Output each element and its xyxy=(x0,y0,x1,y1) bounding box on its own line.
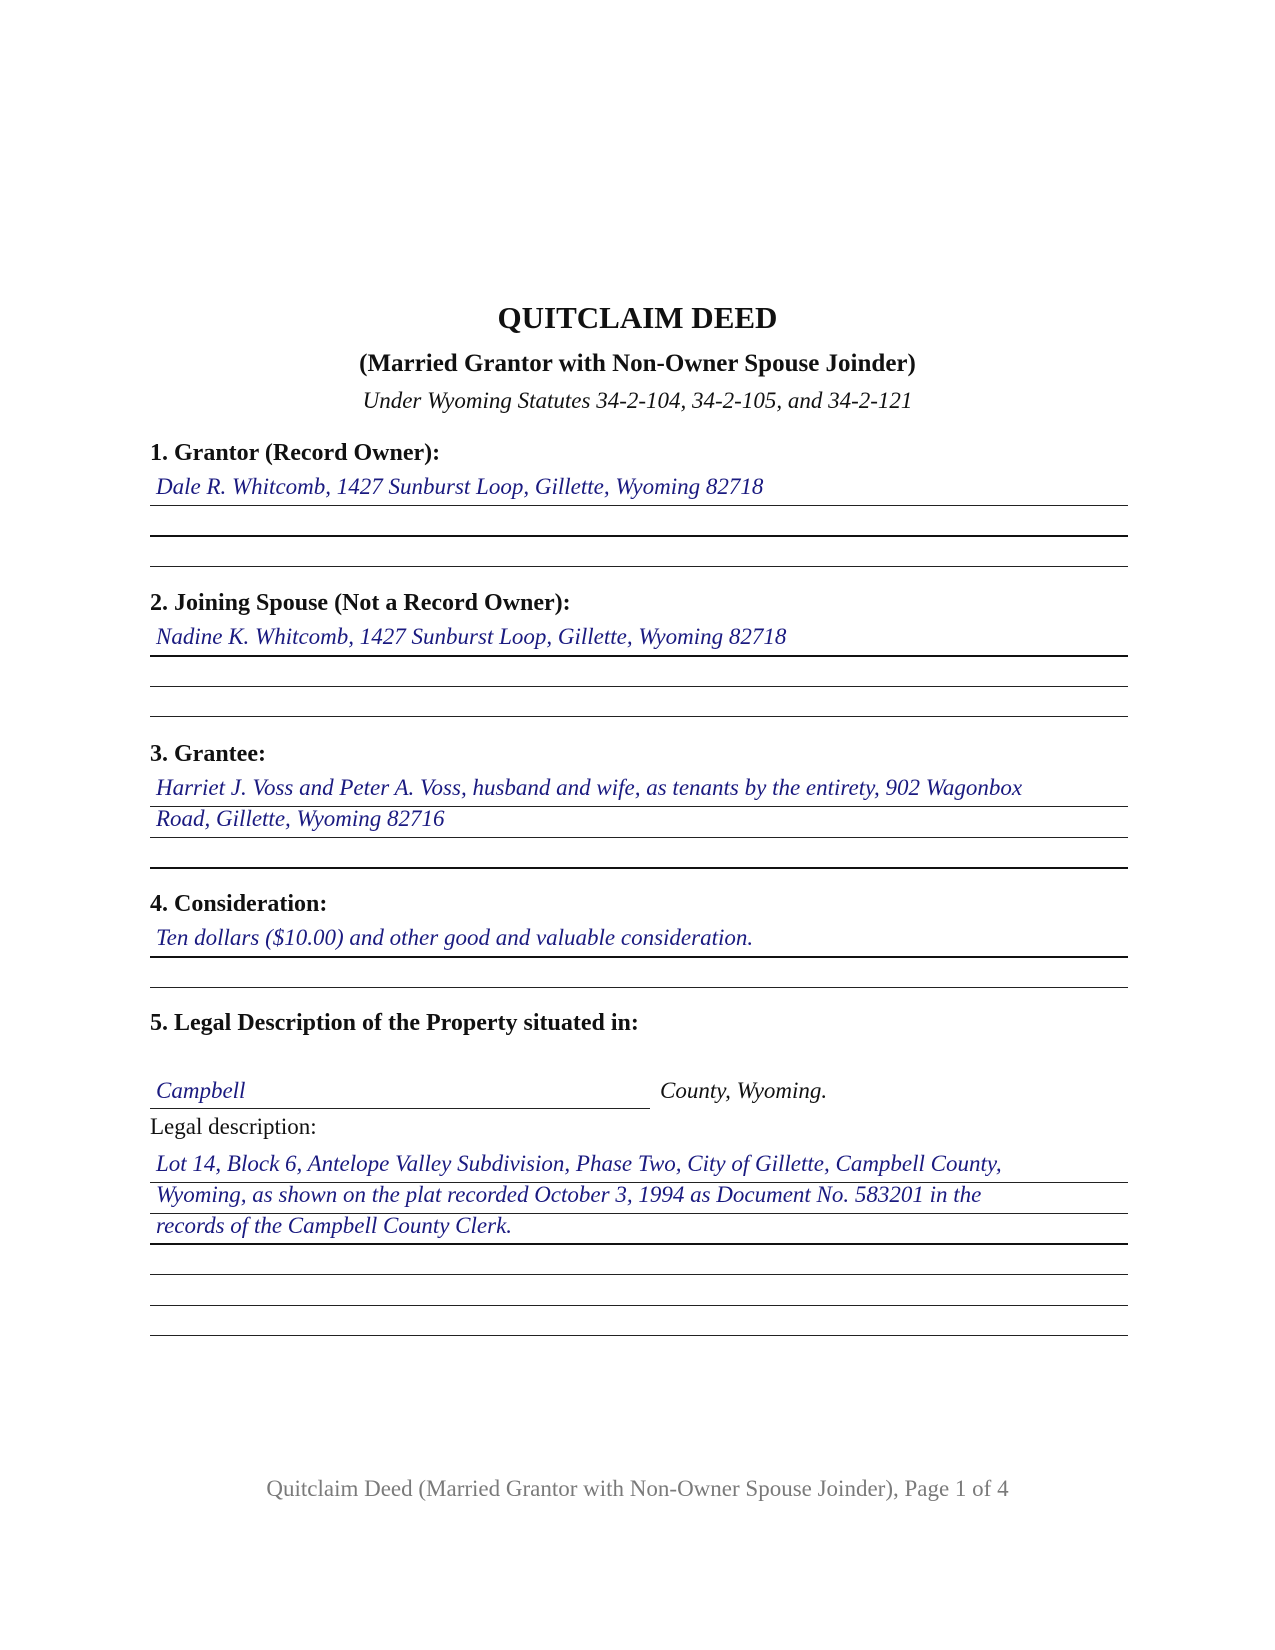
grantor-field[interactable]: Dale R. Whitcomb, 1427 Sunburst Loop, Gillette, Wyoming 82718 xyxy=(156,474,764,499)
grantee-heading: 3. Grantee: xyxy=(150,741,266,767)
consideration-field[interactable]: Ten dollars ($10.00) and other good and valuable consideration. xyxy=(156,925,754,950)
legal-field-line-2[interactable]: Wyoming, as shown on the plat recorded October 3, 1994 as Document No. 583201 in the xyxy=(156,1182,982,1207)
legal-description-label: Legal description: xyxy=(150,1114,317,1139)
consideration-heading: 4. Consideration: xyxy=(150,891,328,917)
legal-line-3 xyxy=(150,1243,1128,1245)
spouse-field[interactable]: Nadine K. Whitcomb, 1427 Sunburst Loop, Gillette, Wyoming 82718 xyxy=(156,624,787,649)
consideration-line-2 xyxy=(150,987,1128,988)
statute-reference: Under Wyoming Statutes 34-2-104, 34-2-105, and 34-2-121 xyxy=(362,388,913,413)
legal-heading: 5. Legal Description of the Property situated in: xyxy=(150,1010,639,1036)
grantee-field-line-2[interactable]: Road, Gillette, Wyoming 82716 xyxy=(156,806,445,831)
legal-field-line-3[interactable]: records of the Campbell County Clerk. xyxy=(156,1213,513,1238)
spouse-line-3 xyxy=(150,716,1128,717)
page-footer: Quitclaim Deed (Married Grantor with Non-Owner Spouse Joinder), Page 1 of 4 xyxy=(266,1476,1009,1501)
grantor-heading: 1. Grantor (Record Owner): xyxy=(150,440,441,466)
county-field[interactable]: Campbell xyxy=(156,1078,246,1103)
grantee-line-3 xyxy=(150,867,1128,869)
grantor-line-3 xyxy=(150,566,1128,567)
legal-line-5 xyxy=(150,1305,1128,1306)
legal-line-6 xyxy=(150,1335,1128,1336)
grantor-line-2 xyxy=(150,535,1128,537)
legal-field-line-1[interactable]: Lot 14, Block 6, Antelope Valley Subdivision, Phase Two, City of Gillette, Campbell County, xyxy=(156,1151,1002,1176)
document-title: QUITCLAIM DEED xyxy=(497,300,778,335)
legal-line-4 xyxy=(150,1274,1128,1275)
spouse-line-1 xyxy=(150,655,1128,657)
spouse-line-2 xyxy=(150,686,1128,687)
consideration-line-1 xyxy=(150,956,1128,958)
county-suffix: County, Wyoming. xyxy=(660,1078,828,1103)
county-line xyxy=(150,1108,650,1109)
grantor-line-1 xyxy=(150,505,1128,506)
grantee-line-2 xyxy=(150,837,1128,838)
grantee-field-line-1[interactable]: Harriet J. Voss and Peter A. Voss, husband and wife, as tenants by the entirety, 902 Wagonbox xyxy=(156,775,1023,800)
document-subtitle: (Married Grantor with Non-Owner Spouse Joinder) xyxy=(359,350,916,377)
spouse-heading: 2. Joining Spouse (Not a Record Owner): xyxy=(150,590,571,616)
